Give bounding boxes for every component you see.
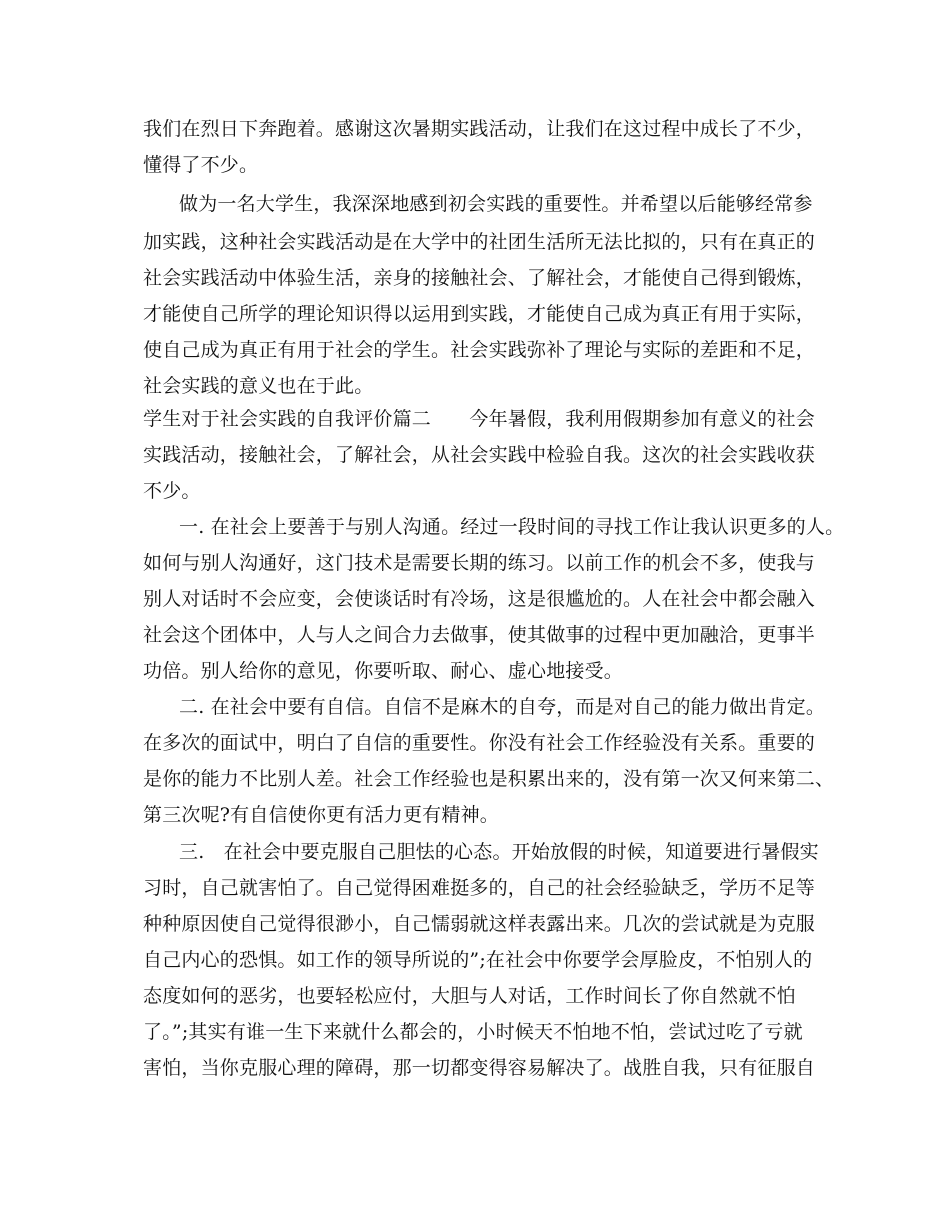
text-line: 实践活动，接触社会，了解社会，从社会实践中检验自我。这次的社会实践收获: [143, 444, 816, 466]
text-line: 不少。: [143, 480, 201, 502]
text-line: 别人对话时不会应变，会使谈话时有冷场，这是很尴尬的。人在社会中都会融入: [143, 588, 816, 610]
text-line: 社会实践的意义也在于此。: [143, 375, 374, 397]
text-line: 二. 在社会中要有自信。自信不是麻木的自夸，而是对自己的能力做出肯定。: [179, 696, 826, 718]
text-line: 在多次的面试中，明白了自信的重要性。你没有社会工作经验没有关系。重要的: [143, 732, 816, 754]
section-heading-line: 学生对于社会实践的自我评价篇二 今年暑假，我利用假期参加有意义的社会: [143, 408, 816, 430]
text-line: 习时，自己就害怕了。自己觉得困难挺多的，自己的社会经验缺乏，学历不足等: [143, 877, 816, 899]
text-line: 种种原因使自己觉得很渺小，自己懦弱就这样表露出来。几次的尝试就是为克服: [143, 913, 816, 935]
text-line: 使自己成为真正有用于社会的学生。社会实践弥补了理论与实际的差距和不足，: [143, 339, 816, 361]
text-line: 社会这个团体中，人与人之间合力去做事，使其做事的过程中更加融洽，更事半: [143, 624, 816, 646]
text-line: 害怕，当你克服心理的障碍，那一切都变得容易解决了。战胜自我，只有征服自: [143, 1057, 816, 1079]
text-line: 加实践，这种社会实践活动是在大学中的社团生活所无法比拟的，只有在真正的: [143, 231, 816, 253]
text-line: 做为一名大学生，我深深地感到初会实践的重要性。并希望以后能够经常参: [179, 193, 813, 215]
text-line: 才能使自己所学的理论知识得以运用到实践，才能使自己成为真正有用于实际，: [143, 303, 816, 325]
text-line: 了。”;其实有谁一生下来就什么都会的，小时候天不怕地不怕，尝试过吃了亏就: [143, 1021, 803, 1043]
text-line: 是你的能力不比别人差。社会工作经验也是积累出来的，没有第一次又何来第二、: [143, 768, 835, 790]
text-line: 如何与别人沟通好，这门技术是需要长期的练习。以前工作的机会不多，使我与: [143, 552, 816, 574]
text-line: 我们在烈日下奔跑着。感谢这次暑期实践活动，让我们在这过程中成长了不少，: [143, 118, 816, 140]
text-line: 一. 在社会上要善于与别人沟通。经过一段时间的寻找工作让我认识更多的人。: [179, 516, 845, 538]
text-line: 懂得了不少。: [143, 154, 259, 176]
text-line: 第三次呢?有自信使你更有活力更有精神。: [143, 804, 499, 826]
text-line: 功倍。别人给你的意见，你要听取、耐心、虚心地接受。: [143, 660, 624, 682]
text-line: 态度如何的恶劣，也要轻松应付，大胆与人对话，工作时间长了你自然就不怕: [143, 985, 796, 1007]
text-line: 三. 在社会中要克服自己胆怯的心态。开始放假的时候，知道要进行暑假实: [179, 841, 819, 863]
text-line: 自己内心的恐惧。如工作的领导所说的”;在社会中你要学会厚脸皮，不怕别人的: [143, 949, 813, 971]
text-line: 社会实践活动中体验生活，亲身的接触社会、了解社会，才能使自己得到锻炼，: [143, 267, 816, 289]
